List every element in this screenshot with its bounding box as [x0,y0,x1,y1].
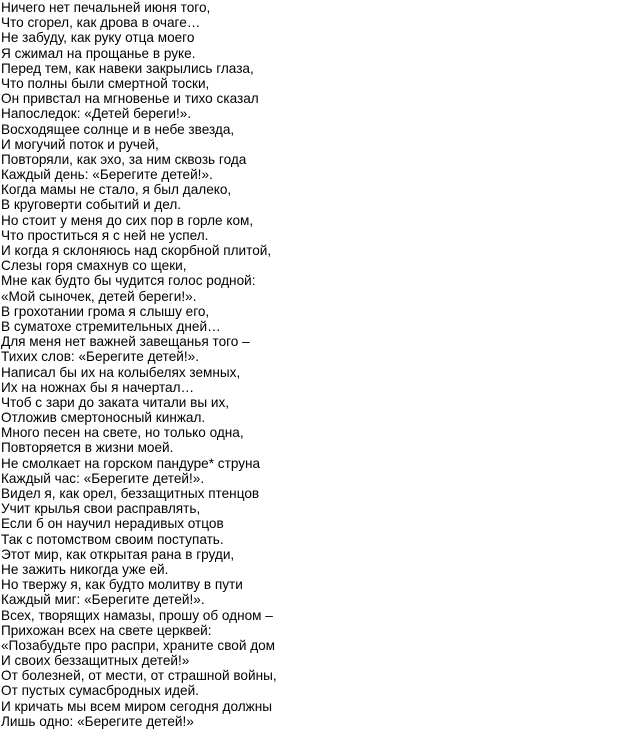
poem-line: Слезы горя смахнув со щеки, [1,258,187,274]
poem-line: Повторяли, как эхо, за ним сквозь года [1,151,247,167]
poem-line: И могучий поток и ручей, [1,136,159,152]
poem-line: Для меня нет важней завещанья того – [1,334,250,350]
poem-line: Каждый час: «Берегите детей!». [1,470,205,486]
poem-line: Но стоит у меня до сих пор в горле ком, [1,212,254,228]
poem-line: От пустых сумасбродных идей. [1,683,199,699]
poem-line: Тихих слов: «Берегите детей!». [1,349,199,365]
poem-line: Что сгорел, как дрова в очаге… [1,15,201,31]
poem-line: И кричать мы всем миром сегодня должны [1,698,273,714]
poem-line: Не смолкает на горском пандуре* струна [1,455,261,471]
poem-line: Учит крылья свои расправлять, [1,501,201,517]
poem-line: Так с потомством своим поступать. [1,531,224,547]
poem-line: Но твержу я, как будто молитву в пути [1,577,243,593]
poem-line: И когда я склоняюсь над скорбной плитой, [1,243,272,258]
poem-line: Чтоб с зари до заката читали вы их, [1,394,230,410]
poem-line: Что проститься я с ней не успел. [1,227,209,243]
poem-line: Написал бы их на колыбелях земных, [1,364,241,380]
poem-line: Напоследок: «Детей береги!». [1,106,192,122]
poem-line: Если б он научил нерадивых отцов [1,516,224,532]
poem-line: Не забуду, как руку отца моего [1,30,195,46]
poem-line: Повторяется в жизни моей. [1,440,174,456]
poem-line: Мне как будто бы чудится голос родной: [1,273,256,289]
poem-line: Всех, творящих намазы, прошу об одном – [1,607,273,623]
poem-line: В грохотании грома я слышу его, [1,303,210,319]
poem-line: Прихожан всех на свете церквей: [1,622,212,638]
poem-line: Не зажить никогда уже ей. [1,561,169,577]
poem-line: Много песен на свете, но только одна, [1,425,244,441]
poem-line: Каждый день: «Берегите детей!». [1,167,213,183]
poem-line: Что полны были смертной тоски, [1,75,210,91]
poem-line: В суматохе стремительных дней… [1,318,221,334]
poem-line: Каждый миг: «Берегите детей!». [1,592,205,608]
poem-line: Их на ножнах бы я начертал… [1,379,195,395]
poem-line: Лишь одно: «Берегите детей!» [1,713,194,729]
poem-line: «Мой сыночек, детей береги!». [1,288,197,304]
poem-line: Когда мамы не стало, я был далеко, [1,182,232,198]
poem-line: Ничего нет печальней июня того, [1,0,211,15]
poem-line: От болезней, от мести, от страшной войны, [1,668,277,684]
poem-line: В круговерти событий и дел. [1,197,182,213]
poem-line: «Позабудьте про распри, храните свой дом [1,637,276,653]
poem-line: И своих беззащитных детей!» [1,653,190,669]
poem-line: Восходящее солнце и в небе звезда, [1,121,235,137]
poem-line: Я сжимал на прощанье в руке. [1,45,196,61]
poem-line: Видел я, как орел, беззащитных птенцов [1,486,260,501]
poem-line: Отложив смертоносный кинжал. [1,410,206,426]
poem-line: Перед тем, как навеки закрылись глаза, [1,60,254,76]
poem-line: Он привстал на мгновенье и тихо сказал [1,91,259,107]
poem-line: Этот мир, как открытая рана в груди, [1,546,235,562]
